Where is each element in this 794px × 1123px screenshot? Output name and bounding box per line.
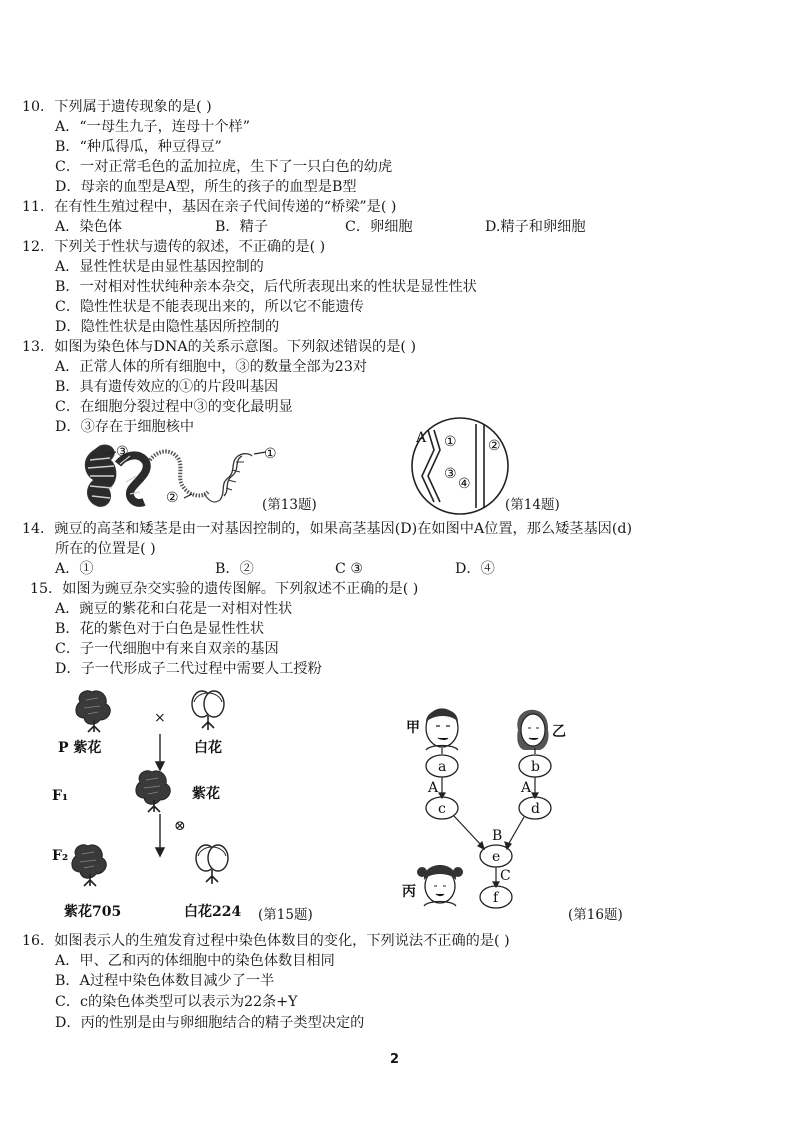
q16-option-c: C．c的染色体类型可以表示为22条+Y	[55, 994, 298, 1010]
fig14-label-3: ③	[444, 466, 457, 482]
child-portrait-icon	[417, 865, 463, 906]
q14-stem-line2: 所在的位置是( )	[55, 541, 156, 557]
arrow-label-A-right: A	[521, 780, 532, 796]
f1-purple-flower	[136, 771, 170, 812]
p-label: P 紫花	[58, 740, 102, 756]
fig14-label-1: ①	[444, 434, 457, 450]
q15-stem: 15．如图为豌豆杂交实验的遗传图解。下列叙述不正确的是( )	[30, 581, 419, 597]
q12-option-b: B．一对相对性状纯种亲本杂交，后代所表现出来的性状是显性性状	[55, 279, 477, 295]
q14-stem-line1: 14．豌豆的高茎和矮茎是由一对基因控制的，如果高茎基因(D)在如图中A位置，那么矮茎基因(d)	[22, 521, 633, 537]
person-yi-label: 乙	[552, 724, 566, 740]
f2-purple-label: 紫花705	[64, 904, 122, 920]
figure-13-chromosome-dna	[80, 436, 280, 516]
figure-15-pea-cross	[48, 684, 328, 924]
figure-16-reproduction-diagram	[400, 700, 580, 922]
q13-stem: 13．如图为染色体与DNA的关系示意图。下列叙述错误的是( )	[22, 339, 416, 355]
q14-options	[55, 560, 755, 578]
page-number: 2	[390, 1052, 400, 1067]
q12-option-c: C．隐性性状是不能表现出来的，所以它不能遗传	[55, 299, 364, 315]
q11-option-d: D.精子和卵细胞	[485, 219, 586, 235]
f1-label: F₁	[52, 788, 69, 804]
q12-option-a: A．显性性状是由显性基因控制的	[55, 259, 264, 275]
fig14-label-2: ②	[488, 438, 501, 454]
f2-white-label: 白花224	[184, 904, 242, 920]
q15-option-d: D．子一代形成子二代过程中需要人工授粉	[55, 661, 322, 677]
q15-option-b: B．花的紫色对于白色是显性性状	[55, 621, 265, 637]
q16-stem: 16．如图表示人的生殖发育过程中染色体数目的变化，下列说法不正确的是( )	[22, 933, 510, 949]
arrow-label-A-left: A	[428, 780, 439, 796]
self-cross-symbol: ⊗	[174, 818, 186, 834]
p-purple-flower	[76, 691, 110, 732]
q14-option-a: A．①	[55, 561, 94, 577]
person-bing-label: 丙	[402, 884, 416, 900]
q10-stem: 10．下列属于遗传现象的是( )	[22, 99, 212, 115]
q10-option-b: B．“种瓜得瓜，种豆得豆”	[55, 139, 222, 155]
node-b-label: b	[531, 759, 540, 775]
white-flower-label: 白花	[194, 740, 222, 756]
fig13-label-1: ①	[264, 446, 277, 462]
q14-option-c: C ③	[335, 561, 364, 577]
male-portrait-icon	[426, 709, 458, 750]
q10-option-c: C．一对正常毛色的孟加拉虎，生下了一只白色的幼虎	[55, 159, 393, 175]
f2-white-flower	[196, 845, 228, 884]
q16-option-a: A．甲、乙和丙的体细胞中的染色体数目相同	[55, 953, 335, 969]
q10-option-a: A．“一母生九子，连母十个样”	[55, 119, 251, 135]
fig15-caption: (第15题)	[258, 907, 313, 923]
q15-option-c: C．子一代细胞中有来自双亲的基因	[55, 641, 279, 657]
fig16-caption: (第16题)	[568, 907, 623, 923]
f2-label: F₂	[52, 848, 69, 864]
q11-stem: 11．在有性生殖过程中，基因在亲子代间传递的“桥梁”是( )	[22, 199, 397, 215]
q14-option-b: B．②	[215, 561, 254, 577]
q13-option-b: B．具有遗传效应的①的片段叫基因	[55, 379, 279, 395]
node-a-label: a	[438, 759, 447, 775]
q13-option-a: A．正常人体的所有细胞中，③的数量全部为23对	[55, 359, 368, 375]
q15-option-a: A．豌豆的紫花和白花是一对相对性状	[55, 601, 293, 617]
q11-option-b: B．精子	[215, 219, 268, 235]
q14-option-d: D．④	[455, 561, 495, 577]
p-white-flower	[192, 691, 224, 730]
fig14-caption: (第14题)	[505, 497, 560, 513]
person-jia-label: 甲	[406, 720, 420, 736]
q16-option-d: D．丙的性别是由与卵细胞结合的精子类型决定的	[55, 1015, 365, 1031]
node-c-label: c	[438, 801, 446, 817]
arrow-label-B: B	[492, 828, 503, 844]
q10-option-d: D．母亲的血型是A型，所生的孩子的血型是B型	[55, 179, 357, 195]
node-e-label: e	[492, 849, 501, 865]
q13-option-d: D．③存在于细胞核中	[55, 419, 195, 435]
q11-option-c: C．卵细胞	[345, 219, 413, 235]
cross-symbol: ×	[154, 710, 166, 726]
female-portrait-icon	[517, 710, 548, 750]
fig13-label-3: ③	[116, 444, 129, 460]
q11-option-a: A．染色体	[55, 219, 122, 235]
q11-options	[55, 218, 755, 236]
node-d-label: d	[531, 801, 540, 817]
arrow-label-C: C	[500, 868, 511, 884]
fig13-label-2: ②	[166, 490, 179, 506]
q12-option-d: D．隐性性状是由隐性基因所控制的	[55, 319, 280, 335]
f1-flower-label: 紫花	[192, 786, 220, 802]
fig14-label-A: A	[416, 430, 427, 446]
q13-option-c: C．在细胞分裂过程中③的变化最明显	[55, 399, 293, 415]
fig14-label-4: ④	[458, 476, 471, 492]
q12-stem: 12．下列关于性状与遗传的叙述，不正确的是( )	[22, 239, 326, 255]
f2-purple-flower	[72, 845, 106, 886]
node-f-label: f	[493, 890, 499, 906]
q16-option-b: B．A过程中染色体数目减少了一半	[55, 973, 275, 989]
fig13-caption: (第13题)	[262, 497, 317, 513]
